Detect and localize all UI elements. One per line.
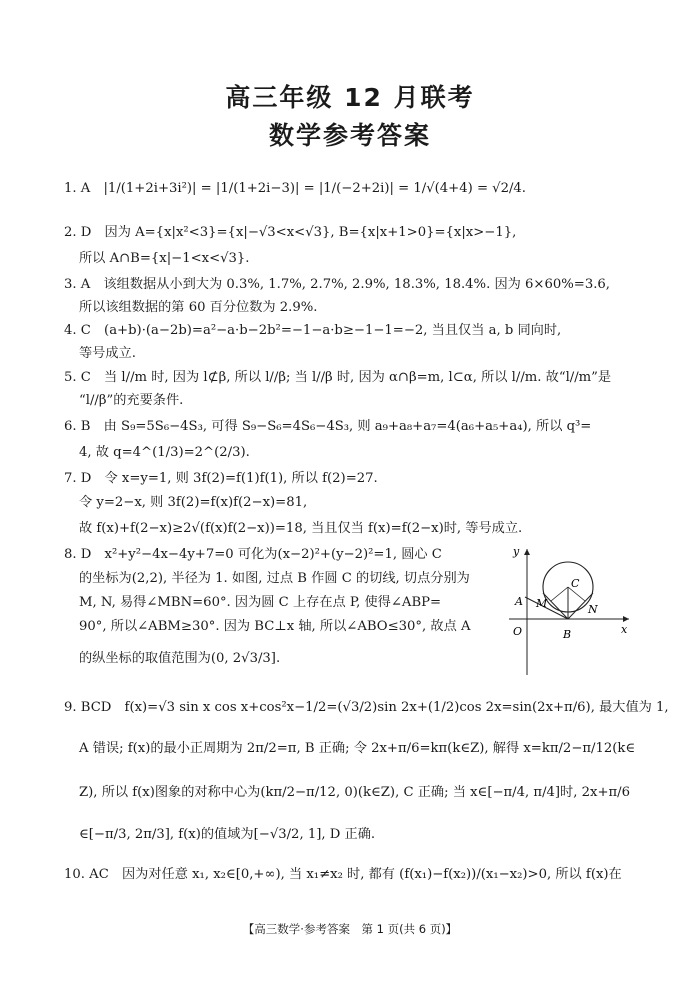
- answer-line: 5. C 当 l//m 时, 因为 l⊄β, 所以 l//β; 当 l//β 时, 因为 α∩β=m, l⊂α, 所以 l//m. 故“l//m”是: [64, 370, 612, 385]
- answer-line: 令 y=2−x, 则 3f(2)=f(x)f(2−x)=81,: [79, 495, 308, 510]
- answer-line: 7. D 令 x=y=1, 则 3f(2)=f(1)f(1), 所以 f(2)=27.: [64, 471, 378, 486]
- answer-line: A 错误; f(x)的最小正周期为 2π/2=π, B 正确; 令 2x+π/6=kπ(k∈Z), 解得 x=kπ/2−π/12(k∈: [79, 741, 636, 756]
- label-o: O: [513, 625, 523, 638]
- page-title: 高三年级 12 月联考: [225, 83, 475, 112]
- answer-line: 等号成立.: [79, 346, 136, 361]
- label-b: B: [563, 628, 572, 641]
- label-n: N: [588, 603, 598, 616]
- x-axis-arrow: [623, 616, 629, 622]
- answer-line: 4, 故 q=4^(1/3)=2^(2/3).: [79, 445, 250, 460]
- label-y: y: [513, 545, 520, 558]
- answer-line: Z), 所以 f(x)图象的对称中心为(kπ/2−π/12, 0)(k∈Z), C 正确; 当 x∈[−π/4, π/4]时, 2x+π/6: [79, 785, 630, 800]
- answer-line: 90°, 所以∠ABM≥30°. 因为 BC⊥x 轴, 所以∠ABO≤30°, 故点 A: [79, 619, 471, 634]
- answer-line: 2. D 因为 A={x|x²<3}={x|−√3<x<√3}, B={x|x+1>0}={x|x>−1},: [64, 225, 517, 240]
- answer-line: 10. AC 因为对任意 x₁, x₂∈[0,+∞), 当 x₁≠x₂ 时, 都有 (f(x₁)−f(x₂))/(x₁−x₂)>0, 所以 f(x)在: [64, 867, 622, 882]
- page-subtitle: 数学参考答案: [268, 121, 431, 150]
- label-x: x: [621, 623, 628, 636]
- answer-line: 故 f(x)+f(2−x)≥2√(f(x)f(2−x))=18, 当且仅当 f(x)=f(2−x)时, 等号成立.: [79, 521, 523, 536]
- answer-line: 所以 A∩B={x|−1<x<√3}.: [79, 251, 250, 266]
- answer-line: 所以该组数据的第 60 百分位数为 2.9%.: [79, 300, 318, 315]
- label-m: M: [536, 597, 548, 610]
- answer-line: 4. C (a+b)·(a−2b)=a²−a·b−2b²=−1−a·b≥−1−1=−2, 当且仅当 a, b 同向时,: [64, 323, 562, 338]
- answer-line: 8. D x²+y²−4x−4y+7=0 可化为(x−2)²+(y−2)²=1, 圆心 C: [64, 547, 442, 562]
- answer-line: 1. A |1/(1+2i+3i²)| = |1/(1+2i−3)| = |1/(−2+2i)| = 1/√(4+4) = √2/4.: [64, 181, 527, 196]
- answer-line: “l//β”的充要条件.: [79, 393, 184, 408]
- label-a: A: [515, 595, 523, 608]
- answer-line: ∈[−π/3, 2π/3], f(x)的值域为[−√3/2, 1], D 正确.: [79, 827, 376, 842]
- circle-tangent-figure: [505, 543, 633, 677]
- answer-line: 9. BCD f(x)=√3 sin x cos x+cos²x−1/2=(√3/2)sin 2x+(1/2)cos 2x=sin(2x+π/6), 最大值为 1,: [64, 700, 669, 715]
- answer-line: 6. B 由 S₉=5S₆−4S₃, 可得 S₉−S₆=4S₆−4S₃, 则 a₉+a₈+a₇=4(a₆+a₅+a₄), 所以 q³=: [64, 419, 592, 434]
- radius-cm: [551, 587, 568, 601]
- answer-line: M, N, 易得∠MBN=60°. 因为圆 C 上存在点 P, 使得∠ABP=: [79, 595, 442, 610]
- answer-line: 的纵坐标的取值范围为(0, 2√3/3].: [79, 651, 281, 666]
- label-c: C: [571, 577, 580, 590]
- page-footer: 【高三数学·参考答案 第 1 页(共 6 页)】: [242, 922, 458, 936]
- y-axis-arrow: [524, 549, 530, 555]
- answer-line: 的坐标为(2,2), 半径为 1. 如图, 过点 B 作圆 C 的切线, 切点分别为: [79, 571, 470, 586]
- answer-line: 3. A 该组数据从小到大为 0.3%, 1.7%, 2.7%, 2.9%, 18.3%, 18.4%. 因为 6×60%=3.6,: [64, 277, 610, 292]
